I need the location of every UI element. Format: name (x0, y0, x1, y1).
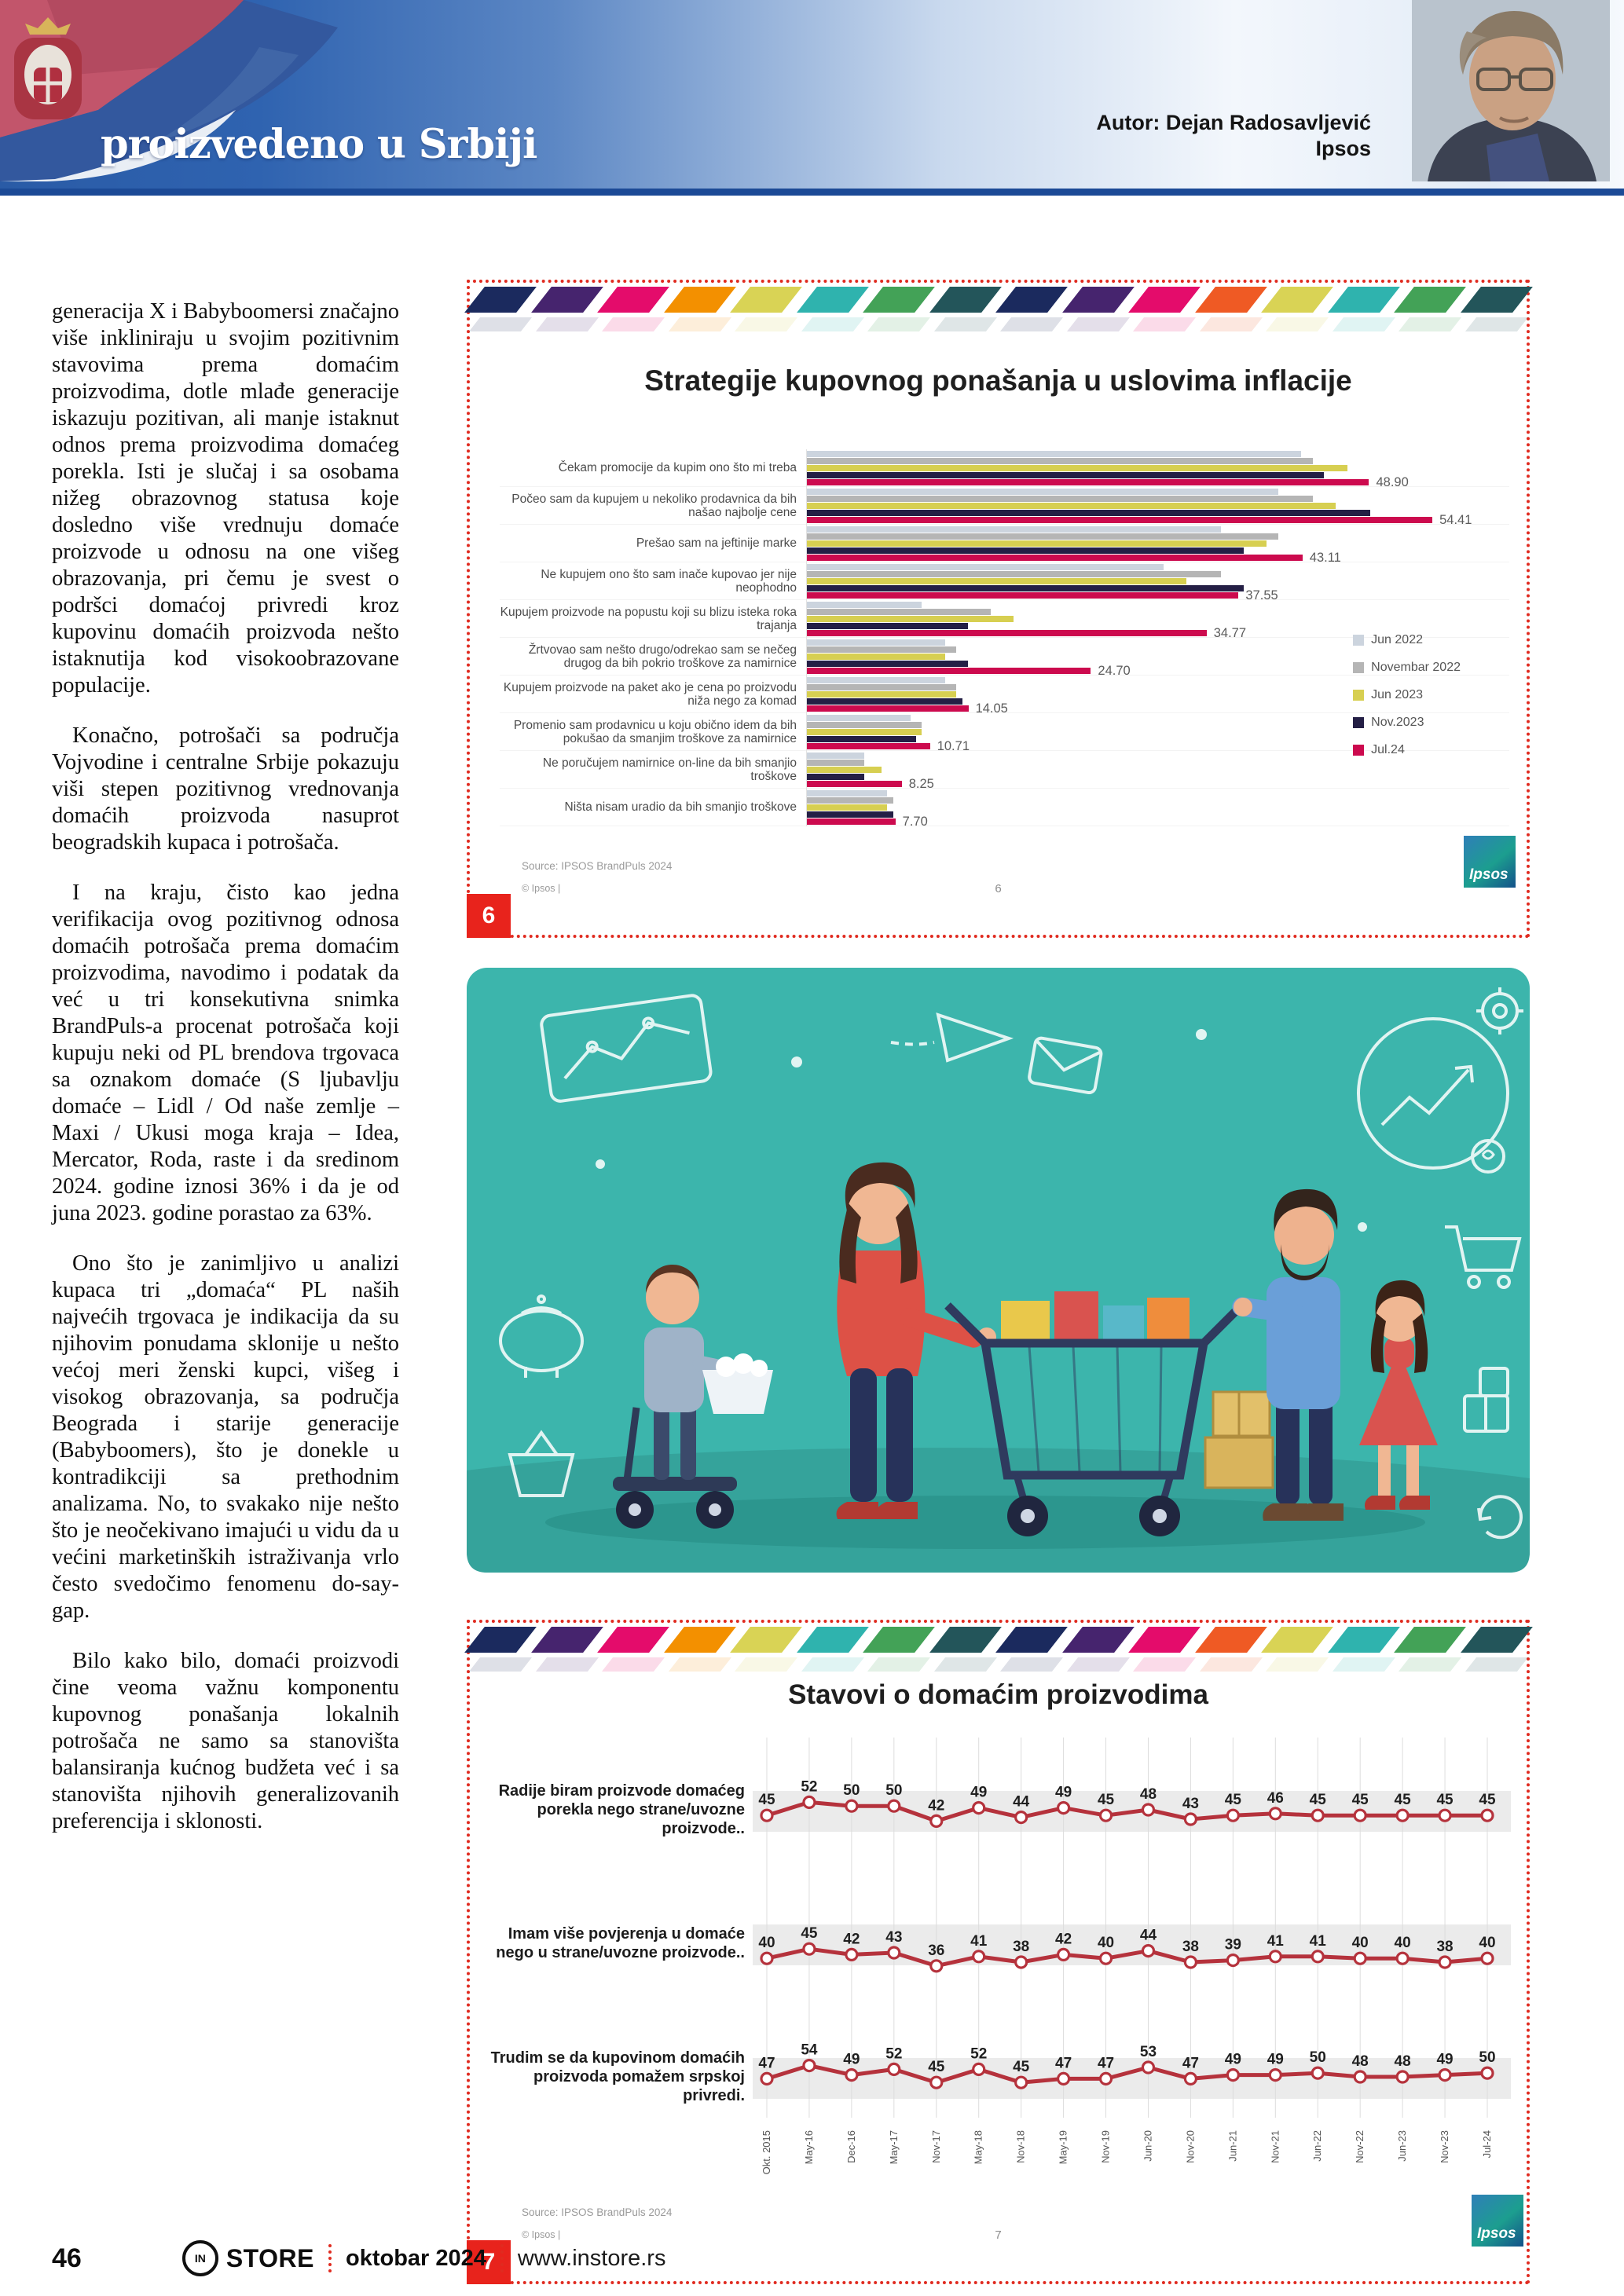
svg-text:54: 54 (801, 2041, 818, 2059)
strip-segment (867, 317, 930, 331)
chart2-plot (753, 1723, 1511, 2195)
svg-text:42: 42 (1055, 1931, 1072, 1948)
svg-text:43: 43 (1182, 1796, 1199, 1812)
svg-text:36: 36 (928, 1942, 945, 1959)
svg-text:Nov-19: Nov-19 (1099, 2130, 1112, 2163)
color-strip (475, 1627, 1522, 1653)
bar-Nov.2023 (807, 774, 864, 780)
legend-swatch (1353, 690, 1364, 701)
svg-text:40: 40 (1394, 1935, 1411, 1952)
legend-swatch (1353, 635, 1364, 646)
footer-divider (328, 2244, 332, 2272)
chart2-row-label: Radije biram proizvode domaćeg porekla nego strane/uvozne proizvode.. (498, 1782, 745, 1837)
chart2-copyright: © Ipsos | (522, 2229, 561, 2240)
chart1-row (500, 600, 1509, 638)
strip-segment (668, 1657, 731, 1672)
chart1-category-label: Čekam promocije da kupim ono što mi treba (558, 461, 797, 474)
strip-segment (1128, 287, 1200, 313)
bar-Nov.2023 (807, 585, 1244, 591)
chart2-row-label: Trudim se da kupovinom domaćih proizvoda pomažem srpskoj privredi. (490, 2049, 745, 2104)
bar-Jun 2023 (807, 465, 1347, 471)
svg-text:47: 47 (758, 2055, 775, 2072)
svg-text:Nov-20: Nov-20 (1184, 2130, 1197, 2163)
legend-swatch (1353, 662, 1364, 673)
svg-text:44: 44 (1139, 1927, 1157, 1944)
svg-text:Okt. 2015: Okt. 2015 (761, 2130, 772, 2175)
chart1-row (500, 449, 1509, 487)
bar-Jul.24 (807, 738, 970, 753)
svg-text:Nov-21: Nov-21 (1269, 2130, 1281, 2163)
chart1-row (500, 789, 1509, 829)
bar-Jul.24 (807, 625, 1247, 640)
bar-value-label: 24.70 (1098, 663, 1131, 678)
bar-Nov.2023 (807, 698, 962, 705)
bar-Jun 2022 (807, 602, 922, 608)
instore-logo-icon: IN (182, 2240, 218, 2276)
legend-item: Nov.2023 (1353, 716, 1461, 730)
chart1-category-label: Prešao sam na jeftinije marke (636, 536, 797, 550)
strip-segment (1399, 1657, 1461, 1672)
svg-text:50: 50 (885, 1782, 903, 1800)
strip-segment (1261, 1627, 1333, 1653)
strip-segment (995, 287, 1067, 313)
bar-Jun 2022 (807, 489, 1278, 495)
svg-text:52: 52 (970, 2045, 988, 2063)
svg-text:Jul-24: Jul-24 (1481, 2130, 1493, 2159)
svg-text:45: 45 (1436, 1792, 1454, 1809)
strip-segment (735, 1657, 797, 1672)
chart1-category-label: Žrtvovao sam nešto drugo/odrekao sam se nečeg drugog da bih pokrio troškove za namirnice (528, 643, 797, 670)
chart2-slide-number: 7 (995, 2228, 1002, 2242)
svg-text:48: 48 (1139, 1786, 1157, 1803)
legend-item: Novembar 2022 (1353, 661, 1461, 675)
strip-segment (535, 1657, 598, 1672)
strip-segment (535, 317, 598, 331)
bar-value-label: 43.11 (1309, 550, 1341, 565)
svg-text:43: 43 (885, 1929, 903, 1946)
chart1-category-label: Počeo sam da kupujem u nekoliko prodavnica da bih našao najbolje cene (511, 492, 797, 519)
chart1-legend (1353, 633, 1461, 771)
bar-Nov.2023 (807, 547, 1244, 554)
svg-text:45: 45 (801, 1925, 818, 1943)
chart1-row (500, 487, 1509, 525)
article-paragraph: generacija X i Babyboomersi značajno više inkliniraju u svojim pozitivnim stavovima prema domaćim proizvodima, dotle mlađe generacije iskazuju pozitivan, ali manje istaknut odnos prema proizvodima domaćeg porekla. Isti je slučaj i sa osobama nižeg obrazovnog statusa koje dosledno više vrednuju domaće proizvode u odnosu na one višeg obrazovanja, pri čemu je svest o podršci domaćoj privredi kroz kupovinu domaćih proizvoda nešto istaknutija kod visokoobrazovane populacije. (52, 299, 399, 698)
svg-text:45: 45 (1013, 2059, 1030, 2076)
strip-segment (1199, 317, 1262, 331)
svg-text:49: 49 (1436, 2051, 1454, 2068)
strip-segment (1394, 287, 1465, 313)
svg-text:49: 49 (970, 1784, 988, 1801)
issue-date: oktobar 2024 (345, 2245, 486, 2271)
strip-segment (1465, 1657, 1527, 1672)
bar-Novembar 2022 (807, 458, 1313, 464)
svg-text:52: 52 (801, 1778, 818, 1796)
strip-segment (1399, 317, 1461, 331)
bar-Nov.2023 (807, 811, 893, 818)
bar-Jun 2023 (807, 503, 1336, 509)
website-link[interactable]: www.instore.rs (517, 2245, 666, 2271)
bar-value-label: 34.77 (1213, 625, 1247, 640)
magazine-brand: STORE (225, 2243, 314, 2272)
strip-segment (1461, 287, 1532, 313)
strip-segment (1062, 1627, 1134, 1653)
strip-segment (1000, 317, 1063, 331)
bar-Novembar 2022 (807, 533, 1278, 540)
family-shopping-illustration (467, 968, 1530, 1573)
article-paragraph: Bilo kako bilo, domaći proizvodi čine veoma važnu komponentu kupovnog ponašanja lokalnih potrošača ne samo sa stanovišta balansiranja kućnog budžeta već i sa stanovišta njihovih generalizovanih preferencija i sklonosti. (52, 1649, 399, 1833)
article-paragraph: Ono što je zanimljivo u analizi kupaca tri „domaća“ PL naših najvećih trgovaca je indikacija da su njihovim ponudama sklonije u nešto većoj meri ženski kupci, višeg i visokog obrazovanja, sa područja Beograda i starije generacije (Babyboomers), što je donekle u kontradikciji sa prethodnim analizama. No, to svakako nije nešto što je neočekivano imajući u vidu da u većini marketinških istraživanja vrlo često svedočimo fenomenu do-say-gap. (52, 1251, 399, 1623)
strip-segment (797, 1627, 868, 1653)
strip-segment (602, 1657, 665, 1672)
chart1-category-label: Kupujem proizvode na popustu koji su blizu isteka roka trajanja (500, 605, 797, 632)
bar-Jun 2023 (807, 540, 1267, 547)
bar-Jun 2023 (807, 729, 922, 735)
svg-text:May-19: May-19 (1057, 2130, 1069, 2165)
chart1-title: Strategije kupovnog ponašanja u uslovima inflacije (644, 364, 1352, 397)
chart1-category-label: Ništa nisam uradio da bih smanjio troškove (564, 800, 797, 814)
bar-Novembar 2022 (807, 684, 956, 690)
svg-text:45: 45 (758, 1792, 775, 1809)
bar-Novembar 2022 (807, 496, 1313, 502)
bar-Jul.24 (807, 588, 1278, 602)
svg-text:Nov-18: Nov-18 (1014, 2130, 1027, 2163)
svg-text:45: 45 (1224, 1792, 1241, 1809)
strip-segment (1000, 1657, 1063, 1672)
svg-text:49: 49 (1055, 1784, 1072, 1801)
article-column (52, 298, 399, 1858)
strip-segment (801, 317, 863, 331)
chart1-category-label: Promenio sam prodavnicu u koju obično idem da bih pokušao da smanjim troškove za namirnice (513, 718, 797, 745)
chart1-category-label: Kupujem proizvode na paket ako je cena po proizvodu niža nego za komad (503, 680, 797, 708)
chart2-row-label: Imam više povjerenja u domaće nego u strane/uvozne proizvode.. (496, 1925, 745, 1961)
strip-segment (1394, 1627, 1465, 1653)
author-name: Autor: Dejan Radosavljević (1096, 111, 1371, 134)
strip-segment (531, 287, 603, 313)
strip-segment (469, 1657, 532, 1672)
figure-marker-6: 6 (467, 894, 511, 938)
svg-text:49: 49 (843, 2051, 860, 2068)
strip-segment (668, 317, 731, 331)
chart1-source: Source: IPSOS BrandPuls 2024 (522, 860, 673, 872)
bar-value-label: 48.90 (1376, 474, 1409, 489)
strip-segment (929, 1627, 1001, 1653)
bar-Jun 2023 (807, 804, 887, 811)
strip-segment (1332, 1657, 1395, 1672)
strip-segment (730, 1627, 801, 1653)
bar-Novembar 2022 (807, 609, 991, 615)
bar-Jul.24 (807, 701, 1008, 716)
strip-segment (1328, 1627, 1399, 1653)
bar-Jun 2023 (807, 654, 945, 660)
ipsos-logo: Ipsos (1472, 2195, 1523, 2247)
svg-text:52: 52 (885, 2045, 903, 2063)
strip-segment (735, 317, 797, 331)
bar-value-label: 7.70 (902, 814, 928, 829)
strip-segment (1328, 287, 1399, 313)
bar-Novembar 2022 (807, 722, 922, 728)
svg-text:Jun-23: Jun-23 (1396, 2130, 1409, 2162)
ipsos-logo: Ipsos (1464, 836, 1516, 888)
bar-Jul.24 (807, 512, 1472, 527)
svg-text:38: 38 (1182, 1939, 1199, 1955)
strip-segment (1261, 287, 1333, 313)
svg-text:41: 41 (970, 1932, 988, 1950)
strip-segment (464, 1627, 536, 1653)
svg-text:38: 38 (1436, 1939, 1454, 1955)
bar-value-label: 8.25 (908, 776, 934, 791)
svg-text:40: 40 (1097, 1935, 1115, 1952)
svg-text:41: 41 (1267, 1932, 1284, 1950)
strip-segment (1133, 1657, 1196, 1672)
bar-value-label: 10.71 (937, 738, 970, 753)
svg-text:Nov-23: Nov-23 (1439, 2130, 1451, 2163)
strip-segment (464, 287, 536, 313)
strip-segment (933, 317, 996, 331)
strip-segment (730, 287, 801, 313)
page-footer (52, 2240, 665, 2276)
strip-segment (664, 1627, 735, 1653)
strip-segment (863, 287, 934, 313)
legend-item: Jul.24 (1353, 743, 1461, 757)
legend-item: Jun 2023 (1353, 688, 1461, 702)
bar-Jun 2023 (807, 691, 956, 698)
bar-Novembar 2022 (807, 646, 956, 653)
bar-Novembar 2022 (807, 760, 864, 766)
chart1-category-label: Ne kupujem ono što sam inače kupovao jer nije neophodno (541, 567, 797, 595)
bar-Jun 2022 (807, 715, 911, 721)
bar-Jun 2022 (807, 526, 1221, 533)
color-strip-echo (475, 317, 1522, 331)
svg-text:45: 45 (1351, 1792, 1369, 1809)
svg-text:41: 41 (1309, 1932, 1326, 1950)
strip-segment (602, 317, 665, 331)
bar-Jul.24 (807, 550, 1341, 565)
svg-text:40: 40 (758, 1935, 775, 1952)
bar-Jul.24 (807, 474, 1409, 489)
strip-segment (1461, 1627, 1532, 1653)
bar-Jun 2022 (807, 564, 1164, 570)
svg-text:Jun-21: Jun-21 (1226, 2130, 1239, 2162)
strip-segment (1133, 317, 1196, 331)
svg-text:50: 50 (1479, 2049, 1496, 2067)
svg-text:Jun-22: Jun-22 (1311, 2130, 1324, 2162)
strip-segment (995, 1627, 1067, 1653)
svg-text:May-18: May-18 (972, 2130, 984, 2165)
bar-Jul.24 (807, 776, 934, 791)
svg-text:38: 38 (1013, 1939, 1030, 1955)
svg-text:Nov-17: Nov-17 (929, 2130, 942, 2163)
bar-Jun 2022 (807, 790, 887, 796)
svg-text:50: 50 (1309, 2049, 1326, 2067)
strip-segment (469, 317, 532, 331)
chart1-category-label: Ne poručujem namirnice on-line da bih smanjio troškove (542, 756, 797, 783)
svg-text:46: 46 (1267, 1789, 1284, 1807)
chart1-slide-number: 6 (995, 882, 1002, 895)
color-strip (475, 287, 1522, 313)
svg-text:48: 48 (1351, 2053, 1369, 2070)
svg-text:47: 47 (1055, 2055, 1072, 2072)
author-photo (1412, 0, 1610, 181)
bar-Novembar 2022 (807, 797, 893, 804)
color-strip-echo (475, 1657, 1522, 1672)
svg-text:48: 48 (1394, 2053, 1411, 2070)
strip-segment (933, 1657, 996, 1672)
article-paragraph: Konačno, potrošači sa područja Vojvodine i centralne Srbije pokazuju viši stepen pozitivnog vrednovanja domaćih proizvoda nasuprot beogradskih kupaca i potrošača. (52, 723, 399, 855)
bar-Nov.2023 (807, 661, 968, 667)
strip-segment (1266, 317, 1329, 331)
svg-text:May-16: May-16 (802, 2130, 815, 2165)
figure-marker-7: 7 (467, 2240, 511, 2284)
legend-item: Jun 2022 (1353, 633, 1461, 647)
strip-segment (597, 1627, 669, 1653)
strip-segment (1199, 1657, 1262, 1672)
page-header (0, 0, 1624, 196)
bar-Jun 2023 (807, 578, 1186, 584)
strip-segment (1128, 1627, 1200, 1653)
bar-Jun 2022 (807, 677, 945, 683)
bar-Nov.2023 (807, 472, 1324, 478)
svg-text:45: 45 (928, 2059, 945, 2076)
page-title: proizvedeno u Srbiji (101, 121, 537, 168)
bar-value-label: 14.05 (975, 701, 1008, 716)
inflation-chart-panel (467, 280, 1530, 938)
footer-divider (500, 2244, 504, 2272)
svg-text:53: 53 (1139, 2044, 1157, 2060)
author-byline (1096, 110, 1371, 162)
strip-segment (1066, 317, 1129, 331)
chart1-copyright: © Ipsos | (522, 883, 561, 894)
legend-swatch (1353, 717, 1364, 728)
chart1-row (500, 525, 1509, 565)
svg-text:Dec-16: Dec-16 (845, 2130, 857, 2163)
strip-segment (597, 287, 669, 313)
svg-text:42: 42 (928, 1797, 945, 1814)
strip-segment (1332, 317, 1395, 331)
bar-Jun 2022 (807, 753, 864, 759)
bar-Jul.24 (807, 663, 1131, 678)
strip-segment (531, 1627, 603, 1653)
svg-text:47: 47 (1182, 2055, 1199, 2072)
page-number: 46 (52, 2243, 82, 2273)
attitudes-chart-panel (467, 1620, 1530, 2284)
svg-text:40: 40 (1351, 1935, 1369, 1952)
svg-text:47: 47 (1097, 2055, 1115, 2072)
svg-text:May-17: May-17 (887, 2130, 900, 2165)
strip-segment (1066, 1657, 1129, 1672)
strip-segment (929, 287, 1001, 313)
strip-segment (664, 287, 735, 313)
strip-segment (1062, 287, 1134, 313)
svg-text:39: 39 (1224, 1936, 1241, 1954)
svg-text:45: 45 (1097, 1792, 1115, 1809)
svg-text:49: 49 (1224, 2051, 1241, 2068)
chart2-source: Source: IPSOS BrandPuls 2024 (522, 2206, 673, 2218)
strip-segment (1266, 1657, 1329, 1672)
bar-Novembar 2022 (807, 571, 1221, 577)
chart1-row (500, 562, 1509, 600)
svg-text:45: 45 (1479, 1792, 1496, 1809)
svg-text:45: 45 (1309, 1792, 1326, 1809)
bar-Jun 2022 (807, 639, 945, 646)
svg-text:50: 50 (843, 1782, 860, 1800)
bar-Jun 2022 (807, 451, 1301, 457)
svg-text:Nov-22: Nov-22 (1354, 2130, 1366, 2163)
bar-Jul.24 (807, 814, 928, 829)
legend-swatch (1353, 745, 1364, 756)
svg-text:45: 45 (1394, 1792, 1411, 1809)
svg-text:49: 49 (1267, 2051, 1284, 2068)
author-company: Ipsos (1315, 137, 1371, 160)
strip-segment (801, 1657, 863, 1672)
bar-value-label: 54.41 (1439, 512, 1472, 527)
strip-segment (863, 1627, 934, 1653)
svg-text:42: 42 (843, 1931, 860, 1948)
chart2-title: Stavovi o domaćim proizvodima (788, 1679, 1208, 1710)
svg-text:40: 40 (1479, 1935, 1496, 1952)
svg-text:44: 44 (1013, 1793, 1030, 1811)
strip-segment (1465, 317, 1527, 331)
bar-Nov.2023 (807, 736, 916, 742)
bar-Jun 2023 (807, 616, 1014, 622)
article-paragraph: I na kraju, čisto kao jedna verifikacija ovog pozitivnog odnosa domaćih potrošača prema domaćim proizvodima, navodimo i podatak da već u tri konsekutivna snimka BrandPuls-a procenat potrošača koji kupuju neki od PL brendova trgovaca sa oznakom domaće (S ljubavlju domaće – Lidl / Od naše zemlje – Maxi / Ukusi moga kraja – Idea, Mercator, Roda, raste i da sredinom 2024. godine iznosi 36% i da je od juna 2023. godine porastao za 63%. (52, 881, 399, 1225)
bar-Jun 2023 (807, 767, 882, 773)
bar-Nov.2023 (807, 623, 968, 629)
strip-segment (1195, 287, 1267, 313)
bar-Nov.2023 (807, 510, 1370, 516)
strip-segment (797, 287, 868, 313)
strip-segment (867, 1657, 930, 1672)
svg-text:Jun-20: Jun-20 (1142, 2130, 1154, 2162)
bar-value-label: 37.55 (1245, 588, 1278, 602)
strip-segment (1195, 1627, 1267, 1653)
